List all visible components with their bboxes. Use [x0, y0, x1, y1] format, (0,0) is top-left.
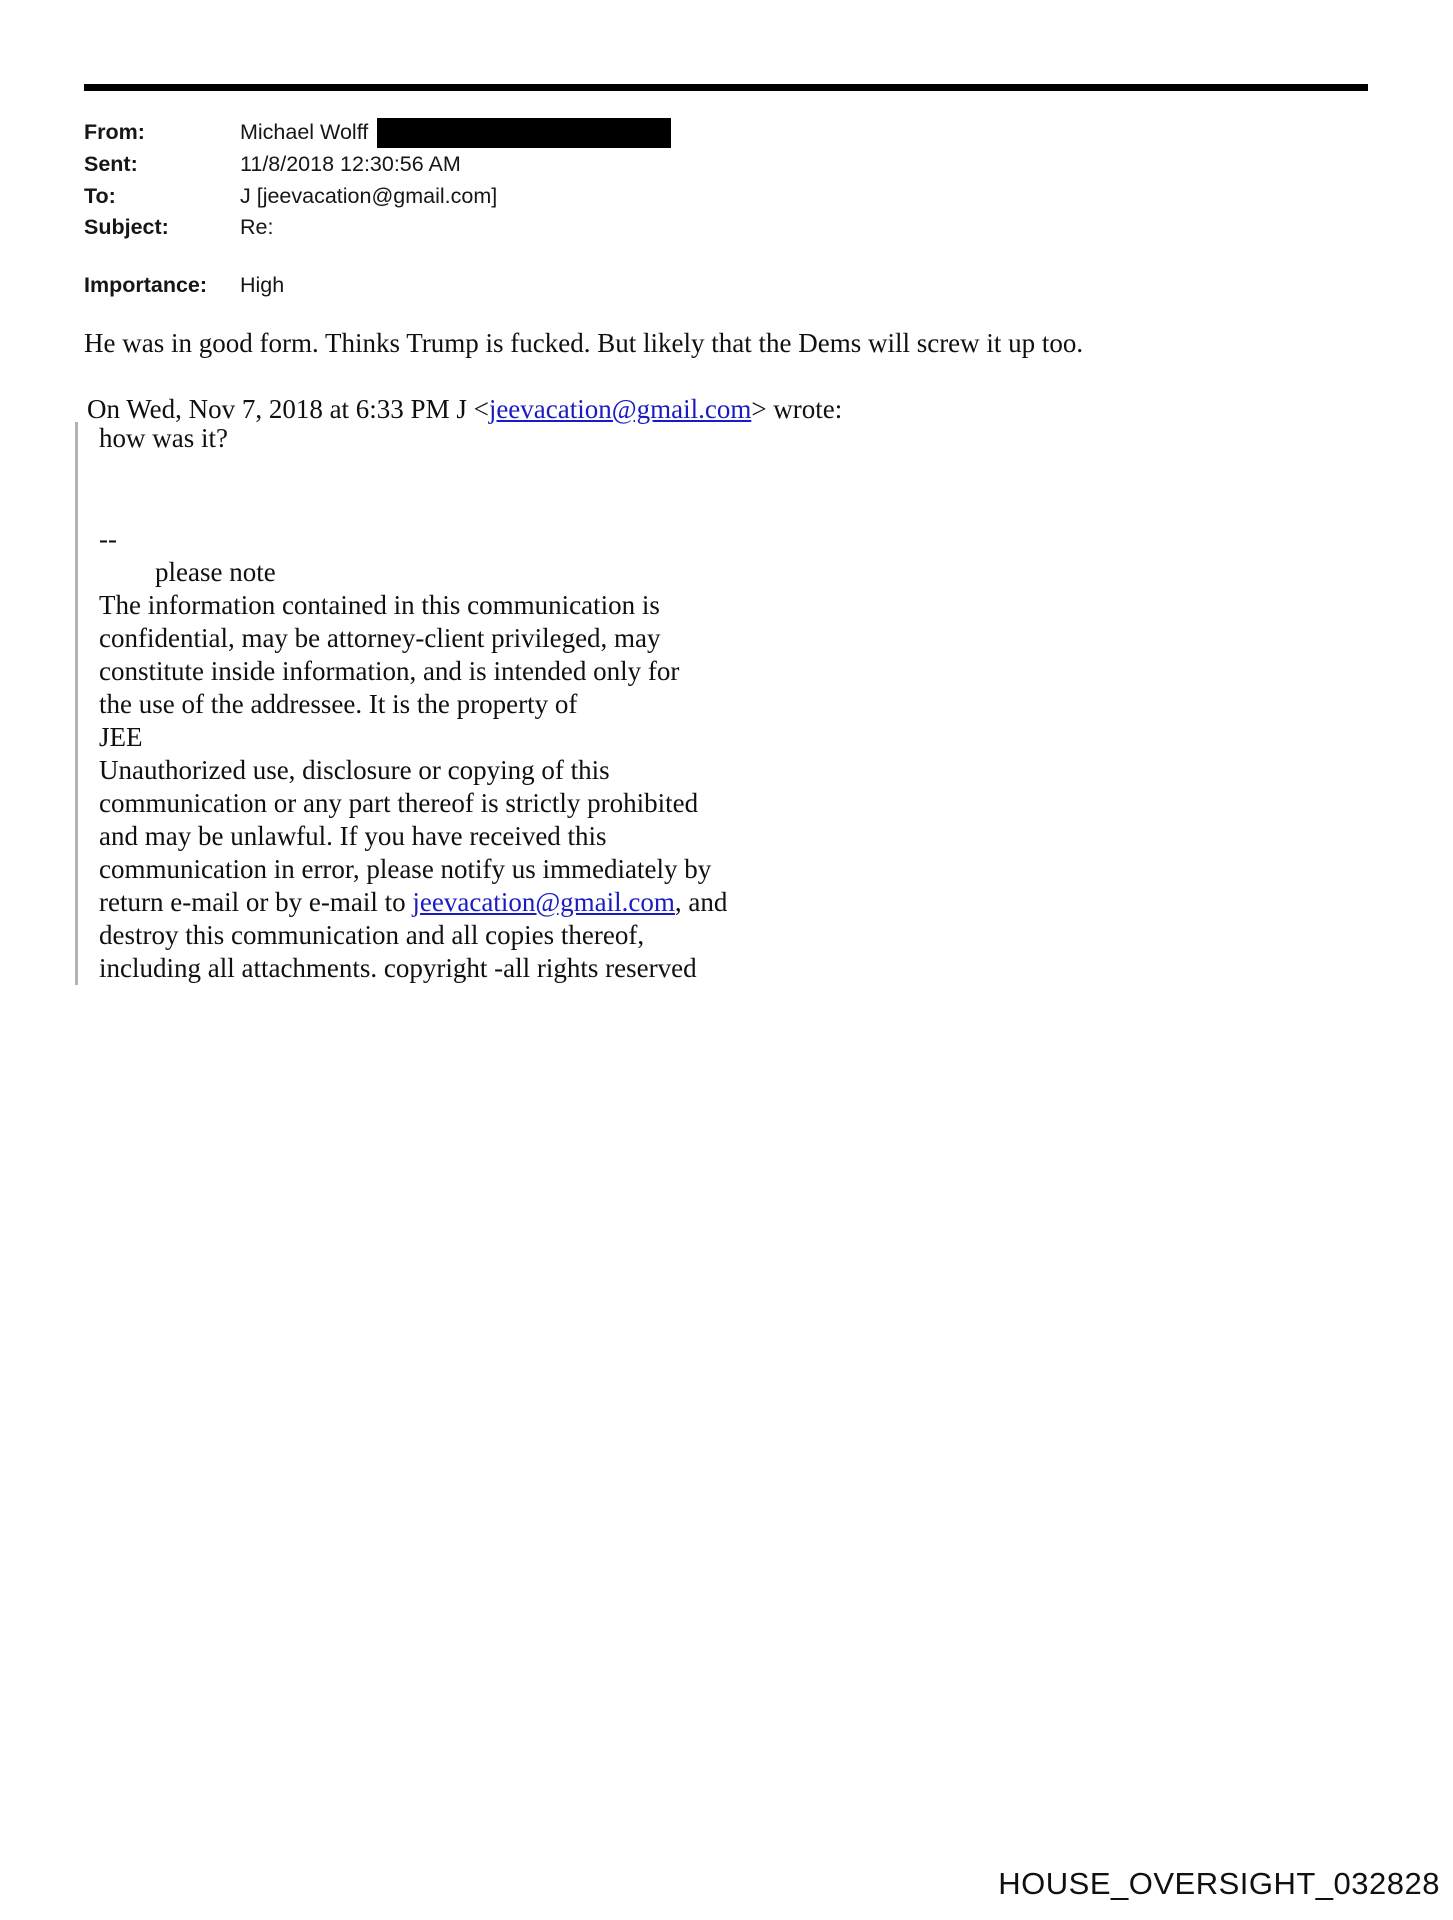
to-label: To: — [84, 183, 116, 208]
disclaimer-line: including all attachments. copyright -all rights reserved — [99, 953, 697, 983]
disclaimer-line: The information contained in this communication is — [99, 590, 660, 620]
importance-label: Importance: — [84, 273, 208, 298]
disclaimer-email-link[interactable]: jeevacation@gmail.com — [412, 887, 675, 917]
header-row-subject — [84, 212, 671, 244]
header-row-sent — [84, 149, 671, 181]
quoted-reply-text: how was it? — [99, 423, 228, 453]
from-label: From: — [84, 120, 145, 145]
disclaimer-link-prefix: return e-mail or by e-mail to — [99, 887, 413, 917]
disclaimer-line: communication in error, please notify us immediately by — [99, 854, 712, 884]
header-divider-rule — [84, 84, 1368, 91]
bates-number: HOUSE_OVERSIGHT_032828 — [998, 1866, 1440, 1901]
disclaimer-line: the use of the addressee. It is the property of — [99, 689, 578, 719]
header-row-to — [84, 180, 671, 212]
subject-value: Re: — [240, 215, 274, 240]
disclaimer-line: confidential, may be attorney-client privileged, may — [99, 623, 661, 653]
sent-value: 11/8/2018 12:30:56 AM — [240, 152, 461, 177]
quoted-reply-block — [75, 422, 859, 985]
sent-label: Sent: — [84, 152, 138, 177]
attribution-prefix: On Wed, Nov 7, 2018 at 6:33 PM J < — [87, 394, 489, 424]
subject-label: Subject: — [84, 215, 169, 240]
disclaimer-line: constitute inside information, and is intended only for — [99, 656, 680, 686]
attribution-email-link[interactable]: jeevacation@gmail.com — [488, 394, 752, 424]
disclaimer-note-heading: please note — [155, 557, 276, 587]
disclaimer-line: JEE — [99, 722, 143, 752]
attribution-suffix: > wrote: — [751, 394, 843, 424]
to-value: J [jeevacation@gmail.com] — [240, 183, 498, 208]
disclaimer-line: and may be unlawful. If you have received this — [99, 821, 607, 851]
header-row-from — [84, 117, 671, 149]
disclaimer-link-suffix: , and — [674, 887, 728, 917]
redaction-bar — [377, 118, 671, 148]
header-row-importance — [84, 270, 671, 302]
email-body-message: He was in good form. Thinks Trump is fucked. But likely that the Dems will screw it up too. — [84, 328, 1084, 358]
disclaimer-line: communication or any part thereof is strictly prohibited — [99, 788, 699, 818]
signature-divider: -- — [99, 524, 117, 554]
disclaimer-link-line — [99, 886, 859, 919]
importance-value: High — [240, 273, 285, 298]
disclaimer-line: Unauthorized use, disclosure or copying of this — [99, 755, 610, 785]
from-value: Michael Wolff — [240, 120, 369, 145]
disclaimer-line: destroy this communication and all copies thereof, — [99, 920, 645, 950]
email-header — [84, 117, 671, 301]
